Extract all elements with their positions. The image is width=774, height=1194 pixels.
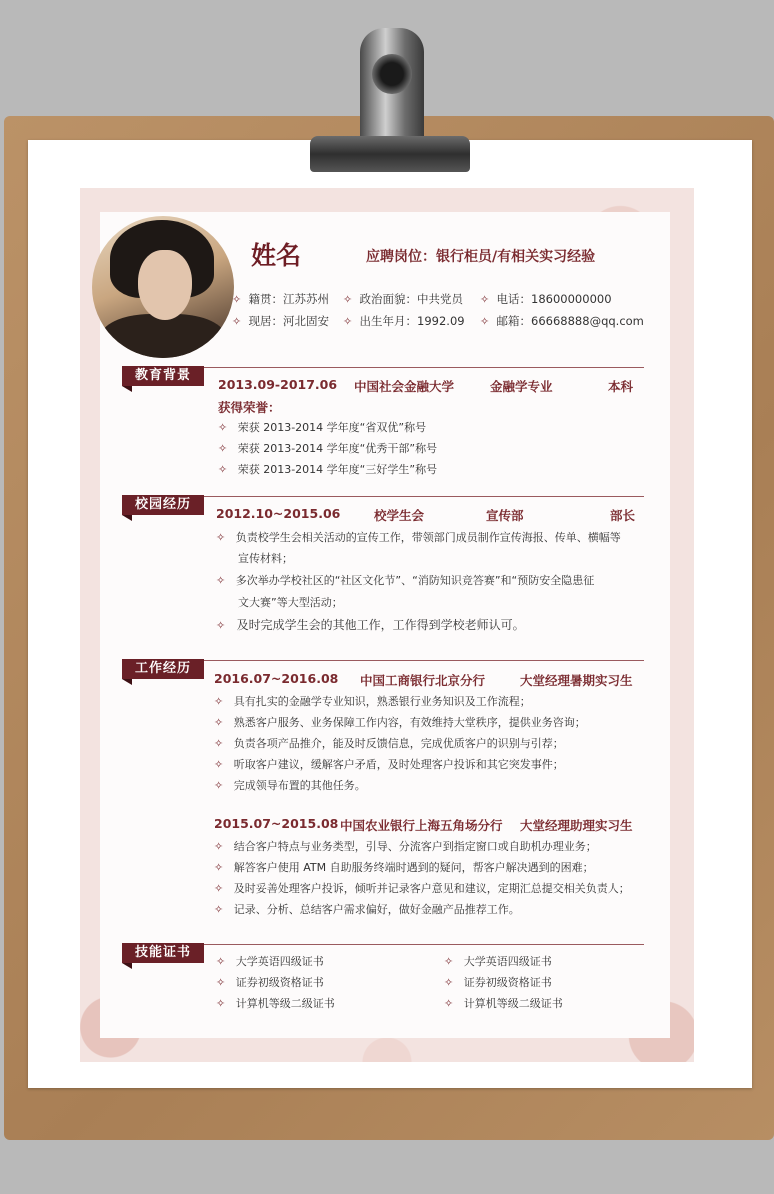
list-item: ✧ 听取客户建议，缓解客户矛盾，及时处理客户投诉和其它突发事件； xyxy=(214,758,564,771)
candidate-name: 姓名 xyxy=(251,241,302,270)
campus-role: 部长 xyxy=(610,508,636,523)
section-title-education: 教育背景 xyxy=(122,366,204,386)
section-divider xyxy=(204,660,644,661)
edu-honors-label: 获得荣誉： xyxy=(218,400,281,415)
profile-photo xyxy=(92,216,234,358)
list-item: ✧ 荣获 2013-2014 学年度“省双优”称号 xyxy=(218,421,427,434)
section-title-work: 工作经历 xyxy=(122,659,204,679)
campus-org: 校学生会 xyxy=(374,508,425,523)
job-period: 2015.07~2015.08 xyxy=(214,816,339,831)
list-item: ✧ 负责各项产品推介，能及时反馈信息，完成优质客户的识别与引荐； xyxy=(214,737,564,750)
section-divider xyxy=(204,944,644,945)
binder-clip-hole xyxy=(372,54,412,94)
skill-item: ✧ 证券初级资格证书 xyxy=(216,976,324,989)
binder-clip-plate xyxy=(310,136,470,172)
list-item: ✧ 负责校学生会相关活动的宣传工作，带领部门成员制作宣传海报、传单、横幅等 xyxy=(216,531,621,544)
job-company: 中国工商银行北京分行 xyxy=(360,673,486,688)
info-residence: ✧ 现居：河北固安 xyxy=(232,314,330,328)
edu-degree: 本科 xyxy=(608,379,634,394)
list-item-continuation: 宣传材料； xyxy=(238,552,293,565)
info-hometown: ✧ 籍贯：江苏苏州 xyxy=(232,292,330,306)
list-item: ✧ 荣获 2013-2014 学年度“优秀干部”称号 xyxy=(218,442,438,455)
section-divider xyxy=(204,367,644,368)
list-item: ✧ 及时完成学生会的其他工作，工作得到学校老师认可。 xyxy=(216,618,525,632)
section-title-skills: 技能证书 xyxy=(122,943,204,963)
job-role: 大堂经理助理实习生 xyxy=(520,818,633,833)
edu-period: 2013.09-2017.06 xyxy=(218,377,338,392)
edu-major: 金融学专业 xyxy=(490,379,553,394)
job-period: 2016.07~2016.08 xyxy=(214,671,339,686)
list-item: ✧ 具有扎实的金融学专业知识，熟悉银行业务知识及工作流程； xyxy=(214,695,531,708)
section-title-campus: 校园经历 xyxy=(122,495,204,515)
skill-item: ✧ 计算机等级二级证书 xyxy=(216,997,335,1010)
list-item: ✧ 熟悉客户服务、业务保障工作内容，有效维持大堂秩序，提供业务咨询； xyxy=(214,716,586,729)
info-birth: ✧ 出生年月：1992.09 xyxy=(343,314,465,328)
list-item: ✧ 结合客户特点与业务类型，引导、分流客户到指定窗口或自助机办理业务； xyxy=(214,840,597,853)
list-item: ✧ 多次举办学校社区的“社区文化节”、“消防知识竞答赛”和“预防安全隐患征 xyxy=(216,574,595,587)
campus-dept: 宣传部 xyxy=(486,508,524,523)
list-item-continuation: 文大赛”等大型活动； xyxy=(238,596,343,609)
job-target: 应聘岗位：银行柜员/有相关实习经验 xyxy=(366,249,596,265)
list-item: ✧ 完成领导布置的其他任务。 xyxy=(214,779,366,792)
info-email: ✧ 邮箱：66668888@qq.com xyxy=(480,314,644,328)
list-item: ✧ 荣获 2013-2014 学年度“三好学生”称号 xyxy=(218,463,438,476)
job-role: 大堂经理暑期实习生 xyxy=(520,673,633,688)
info-phone: ✧ 电话：18600000000 xyxy=(480,292,612,306)
job-company: 中国农业银行上海五角场分行 xyxy=(340,818,503,833)
edu-school: 中国社会金融大学 xyxy=(354,379,455,394)
skill-item: ✧ 计算机等级二级证书 xyxy=(444,997,563,1010)
campus-period: 2012.10~2015.06 xyxy=(216,506,341,521)
info-politics: ✧ 政治面貌：中共党员 xyxy=(343,292,464,306)
skill-item: ✧ 大学英语四级证书 xyxy=(216,955,324,968)
section-divider xyxy=(204,496,644,497)
list-item: ✧ 记录、分析、总结客户需求偏好，做好金融产品推荐工作。 xyxy=(214,903,520,916)
list-item: ✧ 解答客户使用 ATM 自助服务终端时遇到的疑问，帮客户解决遇到的困难； xyxy=(214,861,594,874)
skill-item: ✧ 大学英语四级证书 xyxy=(444,955,552,968)
skill-item: ✧ 证券初级资格证书 xyxy=(444,976,552,989)
list-item: ✧ 及时妥善处理客户投诉，倾听并记录客户意见和建议，定期汇总提交相关负责人； xyxy=(214,882,630,895)
